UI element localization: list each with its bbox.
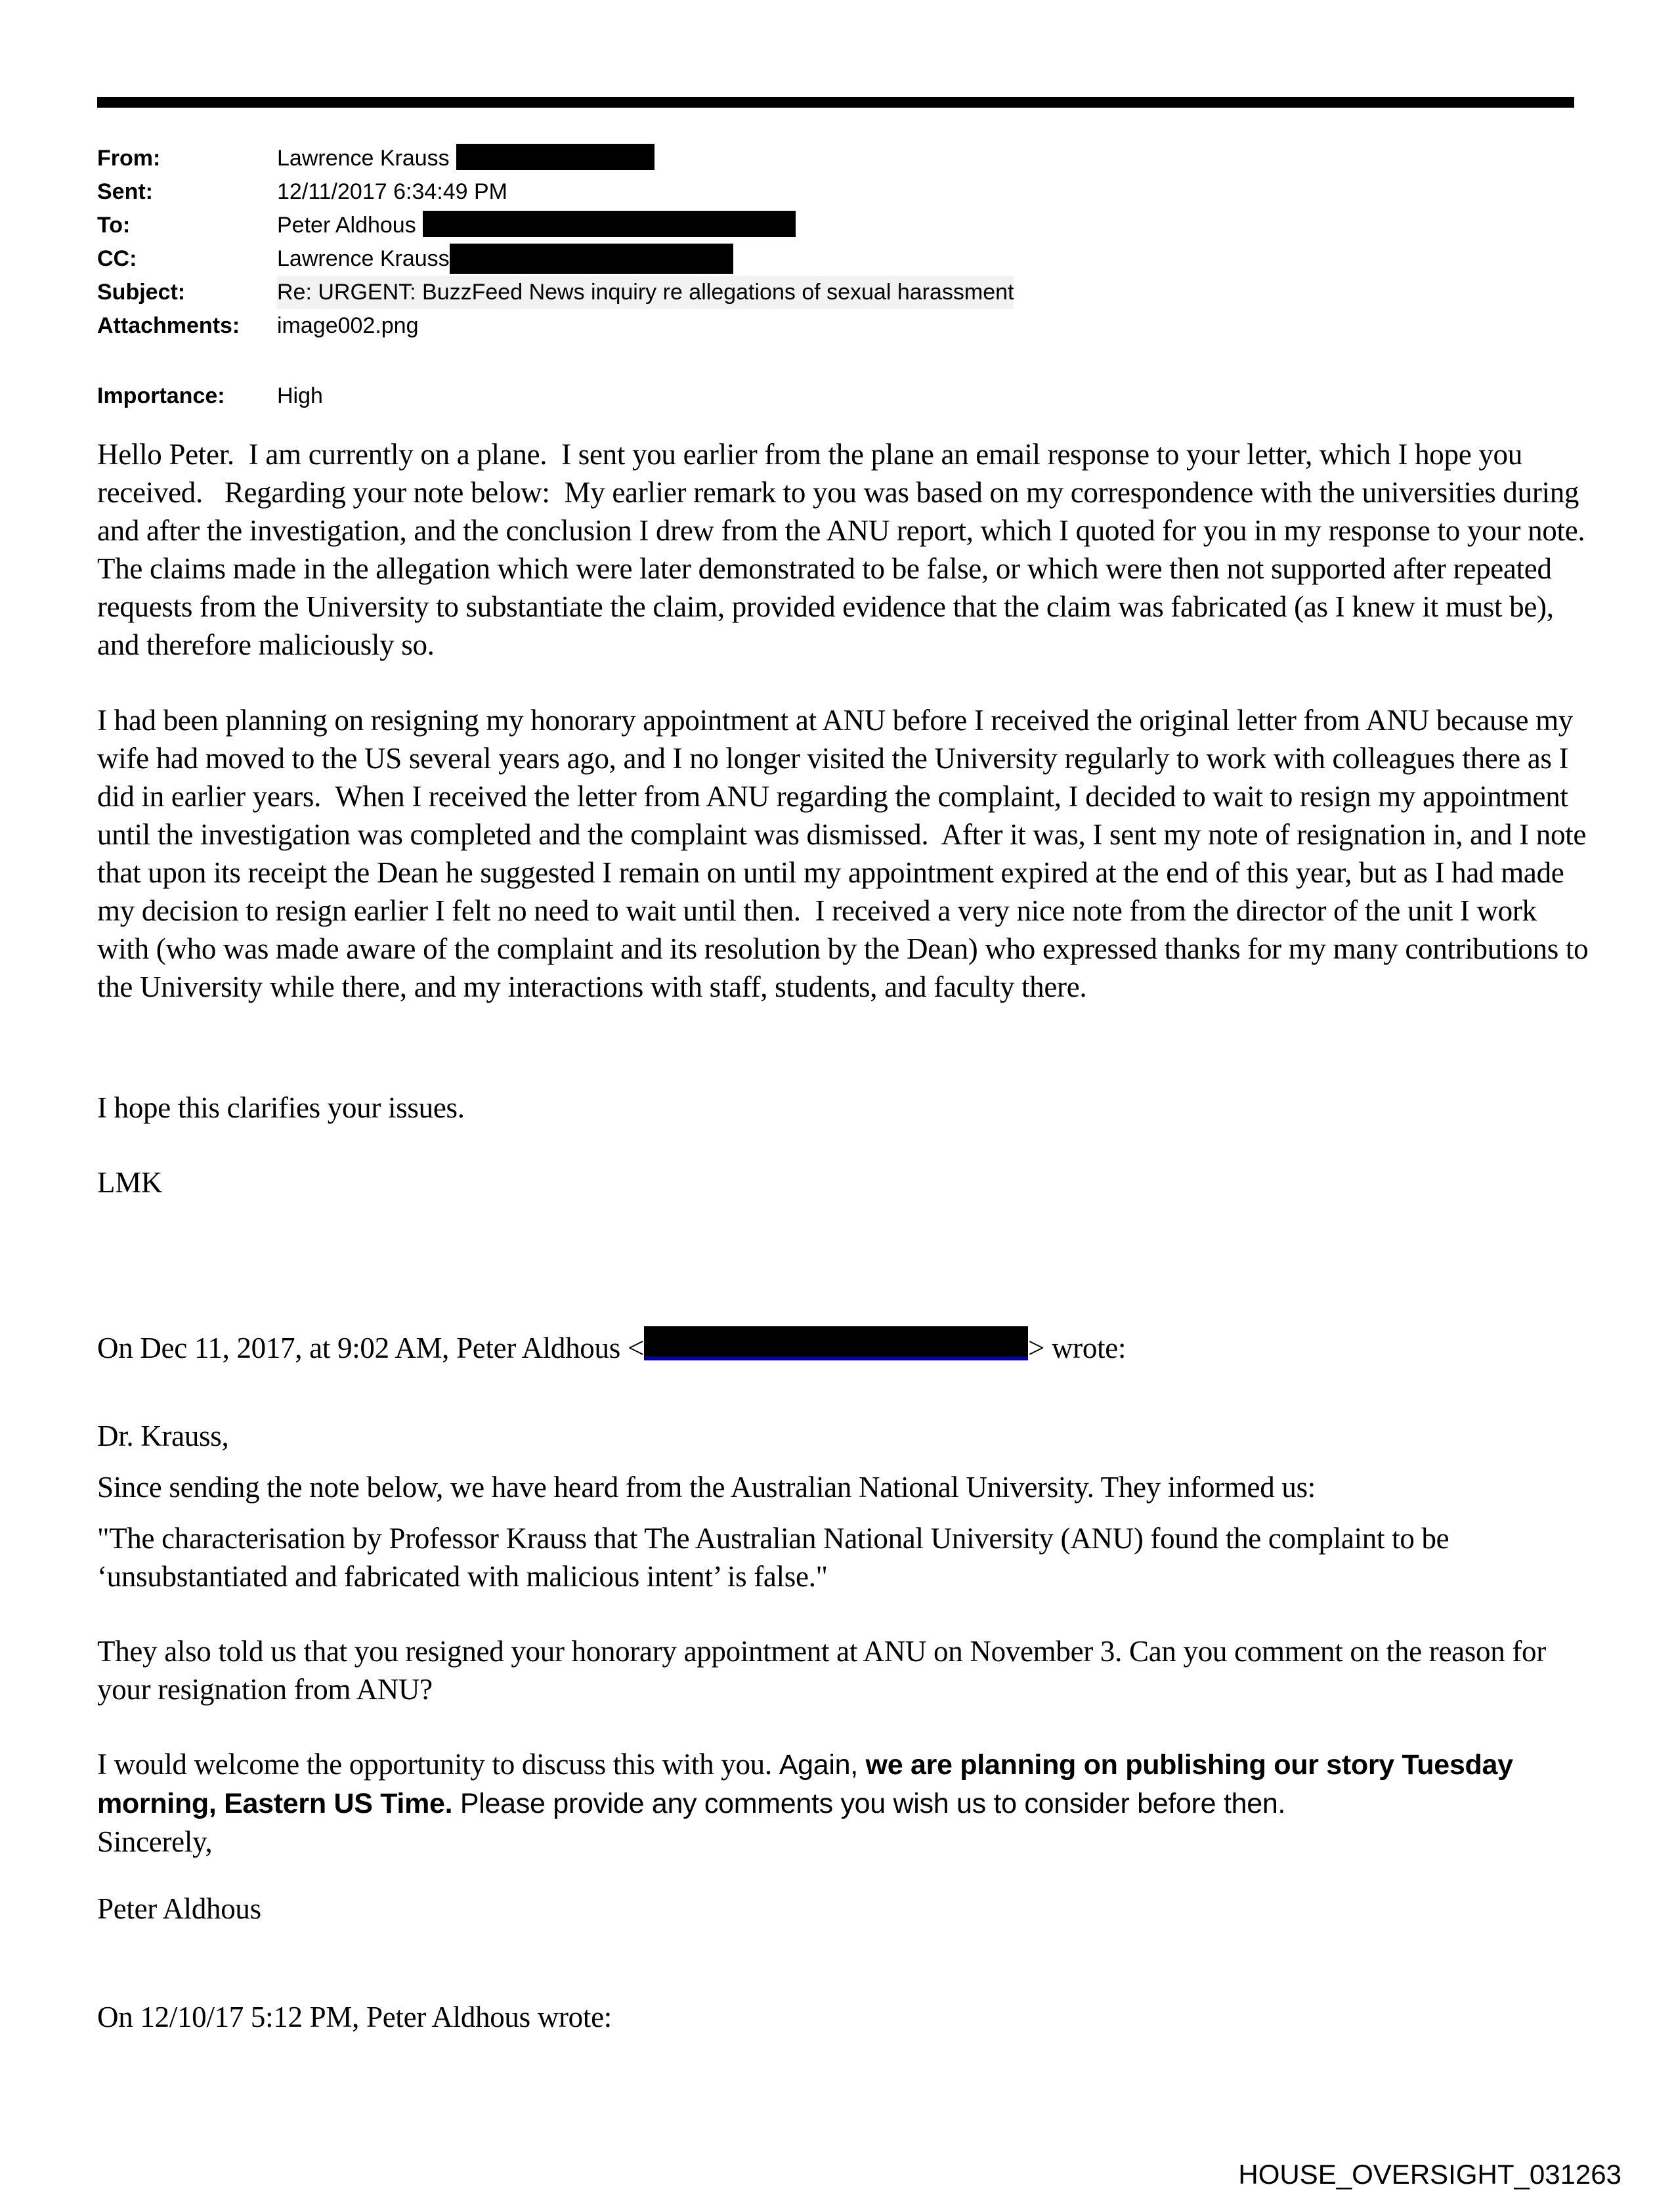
attachment-filename: image002.png bbox=[277, 313, 419, 338]
body-paragraph-1: Hello Peter. I am currently on a plane. I sent you earlier from the plane an email response to your letter, which I hope you received. Regarding your note below: My earlier remark to you was based on my correspondence with the universities during and after the investigation, and the conclusion I drew from the ANU report, which I quoted for you in my response to your note. The claims made in the allegation which were later demonstrated to be false, or which were then not supported after repeated requests from the University to substantiate the claim, provided evidence that the claim was fabricated (as I knew it must be), and therefore maliciously so. bbox=[97, 438, 1592, 661]
to-value bbox=[277, 209, 796, 242]
importance-label: Importance: bbox=[97, 383, 225, 408]
quoted-email-attribution-dec11 bbox=[97, 1326, 1589, 1367]
quoted-sincerely: Sincerely, bbox=[97, 1825, 213, 1858]
redaction-bar-from bbox=[456, 144, 655, 170]
cc-value bbox=[277, 242, 733, 276]
quoted-p4-sans-text-2: Please provide any comments you wish us to consider before then. bbox=[452, 1788, 1286, 1819]
quoted-p4-bold-deadline-text: we are planning on publishing our story Tuesday morning, Eastern US Time. bbox=[97, 1749, 1521, 1819]
header-row-to bbox=[97, 209, 1014, 242]
header-row-subject bbox=[97, 276, 1014, 309]
quoted-p4-sans-text-1: Again, bbox=[779, 1749, 866, 1781]
sent-label: Sent: bbox=[97, 179, 153, 204]
quoted-signature: Peter Aldhous bbox=[97, 1892, 261, 1925]
from-label: From: bbox=[97, 146, 161, 171]
quoted-salutation: Dr. Krauss, bbox=[97, 1420, 229, 1452]
to-label: To: bbox=[97, 213, 131, 238]
importance-value: High bbox=[277, 383, 323, 408]
quoted-paragraph-4 bbox=[97, 1745, 1589, 1861]
quoted-paragraph-2: "The characterisation by Professor Krauss that The Australian National University (ANU) found the complaint to be ‘unsubstantiated and fabricated with malicious intent’ is false." bbox=[97, 1522, 1457, 1593]
header-row-attachments bbox=[97, 309, 1014, 343]
quoted-paragraph-3: They also told us that you resigned your honorary appointment at ANU on November 3. Can you comment on the reason for your resignation from ANU? bbox=[97, 1635, 1553, 1706]
quoted-paragraph-1: Since sending the note below, we have heard from the Australian National University. They informed us: bbox=[97, 1471, 1316, 1504]
attribution-prefix: On Dec 11, 2017, at 9:02 AM, Peter Aldhous < bbox=[97, 1332, 644, 1364]
sent-value: 12/11/2017 6:34:49 PM bbox=[277, 179, 507, 204]
bates-number: HOUSE_OVERSIGHT_031263 bbox=[1238, 2159, 1621, 2190]
from-name: Lawrence Krauss bbox=[277, 146, 450, 171]
subject-label: Subject: bbox=[97, 280, 186, 305]
to-name: Peter Aldhous bbox=[277, 213, 416, 238]
email-header-block bbox=[97, 142, 1014, 343]
from-value bbox=[277, 142, 655, 175]
importance-row bbox=[97, 380, 323, 413]
subject-value: Re: URGENT: BuzzFeed News inquiry re allegations of sexual harassment bbox=[277, 276, 1014, 309]
cc-label: CC: bbox=[97, 246, 137, 271]
cc-name: Lawrence Krauss bbox=[277, 246, 450, 271]
header-row-sent bbox=[97, 175, 1014, 209]
body-paragraph-3: I hope this clarifies your issues. bbox=[97, 1091, 465, 1124]
redaction-bar-to bbox=[423, 211, 796, 237]
body-paragraph-2: I had been planning on resigning my honorary appointment at ANU before I received the original letter from ANU because my wife had moved to the US several years ago, and I no longer visited the University regularly to work with colleagues there as I did in earlier years. When I received the letter from ANU regarding the complaint, I decided to wait to resign my appointment until the investigation was completed and the complaint was dismissed. After it was, I sent my note of resignation in, and I note that upon its receipt the Dean he suggested I remain on until my appointment expired at the end of this year, but as I had made my decision to resign earlier I felt no need to wait until then. I received a very nice note from the director of the unit I work with (who was made aware of the complaint and its resolution by the Dean) who expressed thanks for my many contributions to the University while there, and my interactions with staff, students, and faculty there. bbox=[97, 704, 1596, 1003]
quoted-email-attribution-dec10: On 12/10/17 5:12 PM, Peter Aldhous wrote: bbox=[97, 2001, 612, 2033]
redaction-bar-cc bbox=[450, 244, 733, 274]
signoff-initials: LMK bbox=[97, 1166, 163, 1199]
attribution-suffix: > wrote: bbox=[1027, 1332, 1127, 1364]
attachments-label: Attachments: bbox=[97, 313, 240, 338]
header-row-from bbox=[97, 142, 1014, 175]
top-divider-rule bbox=[97, 97, 1574, 108]
quoted-p4-serif-text: I would welcome the opportunity to discuss this with you. bbox=[97, 1748, 779, 1781]
redaction-bar-email-link bbox=[644, 1326, 1028, 1360]
header-row-cc bbox=[97, 242, 1014, 276]
